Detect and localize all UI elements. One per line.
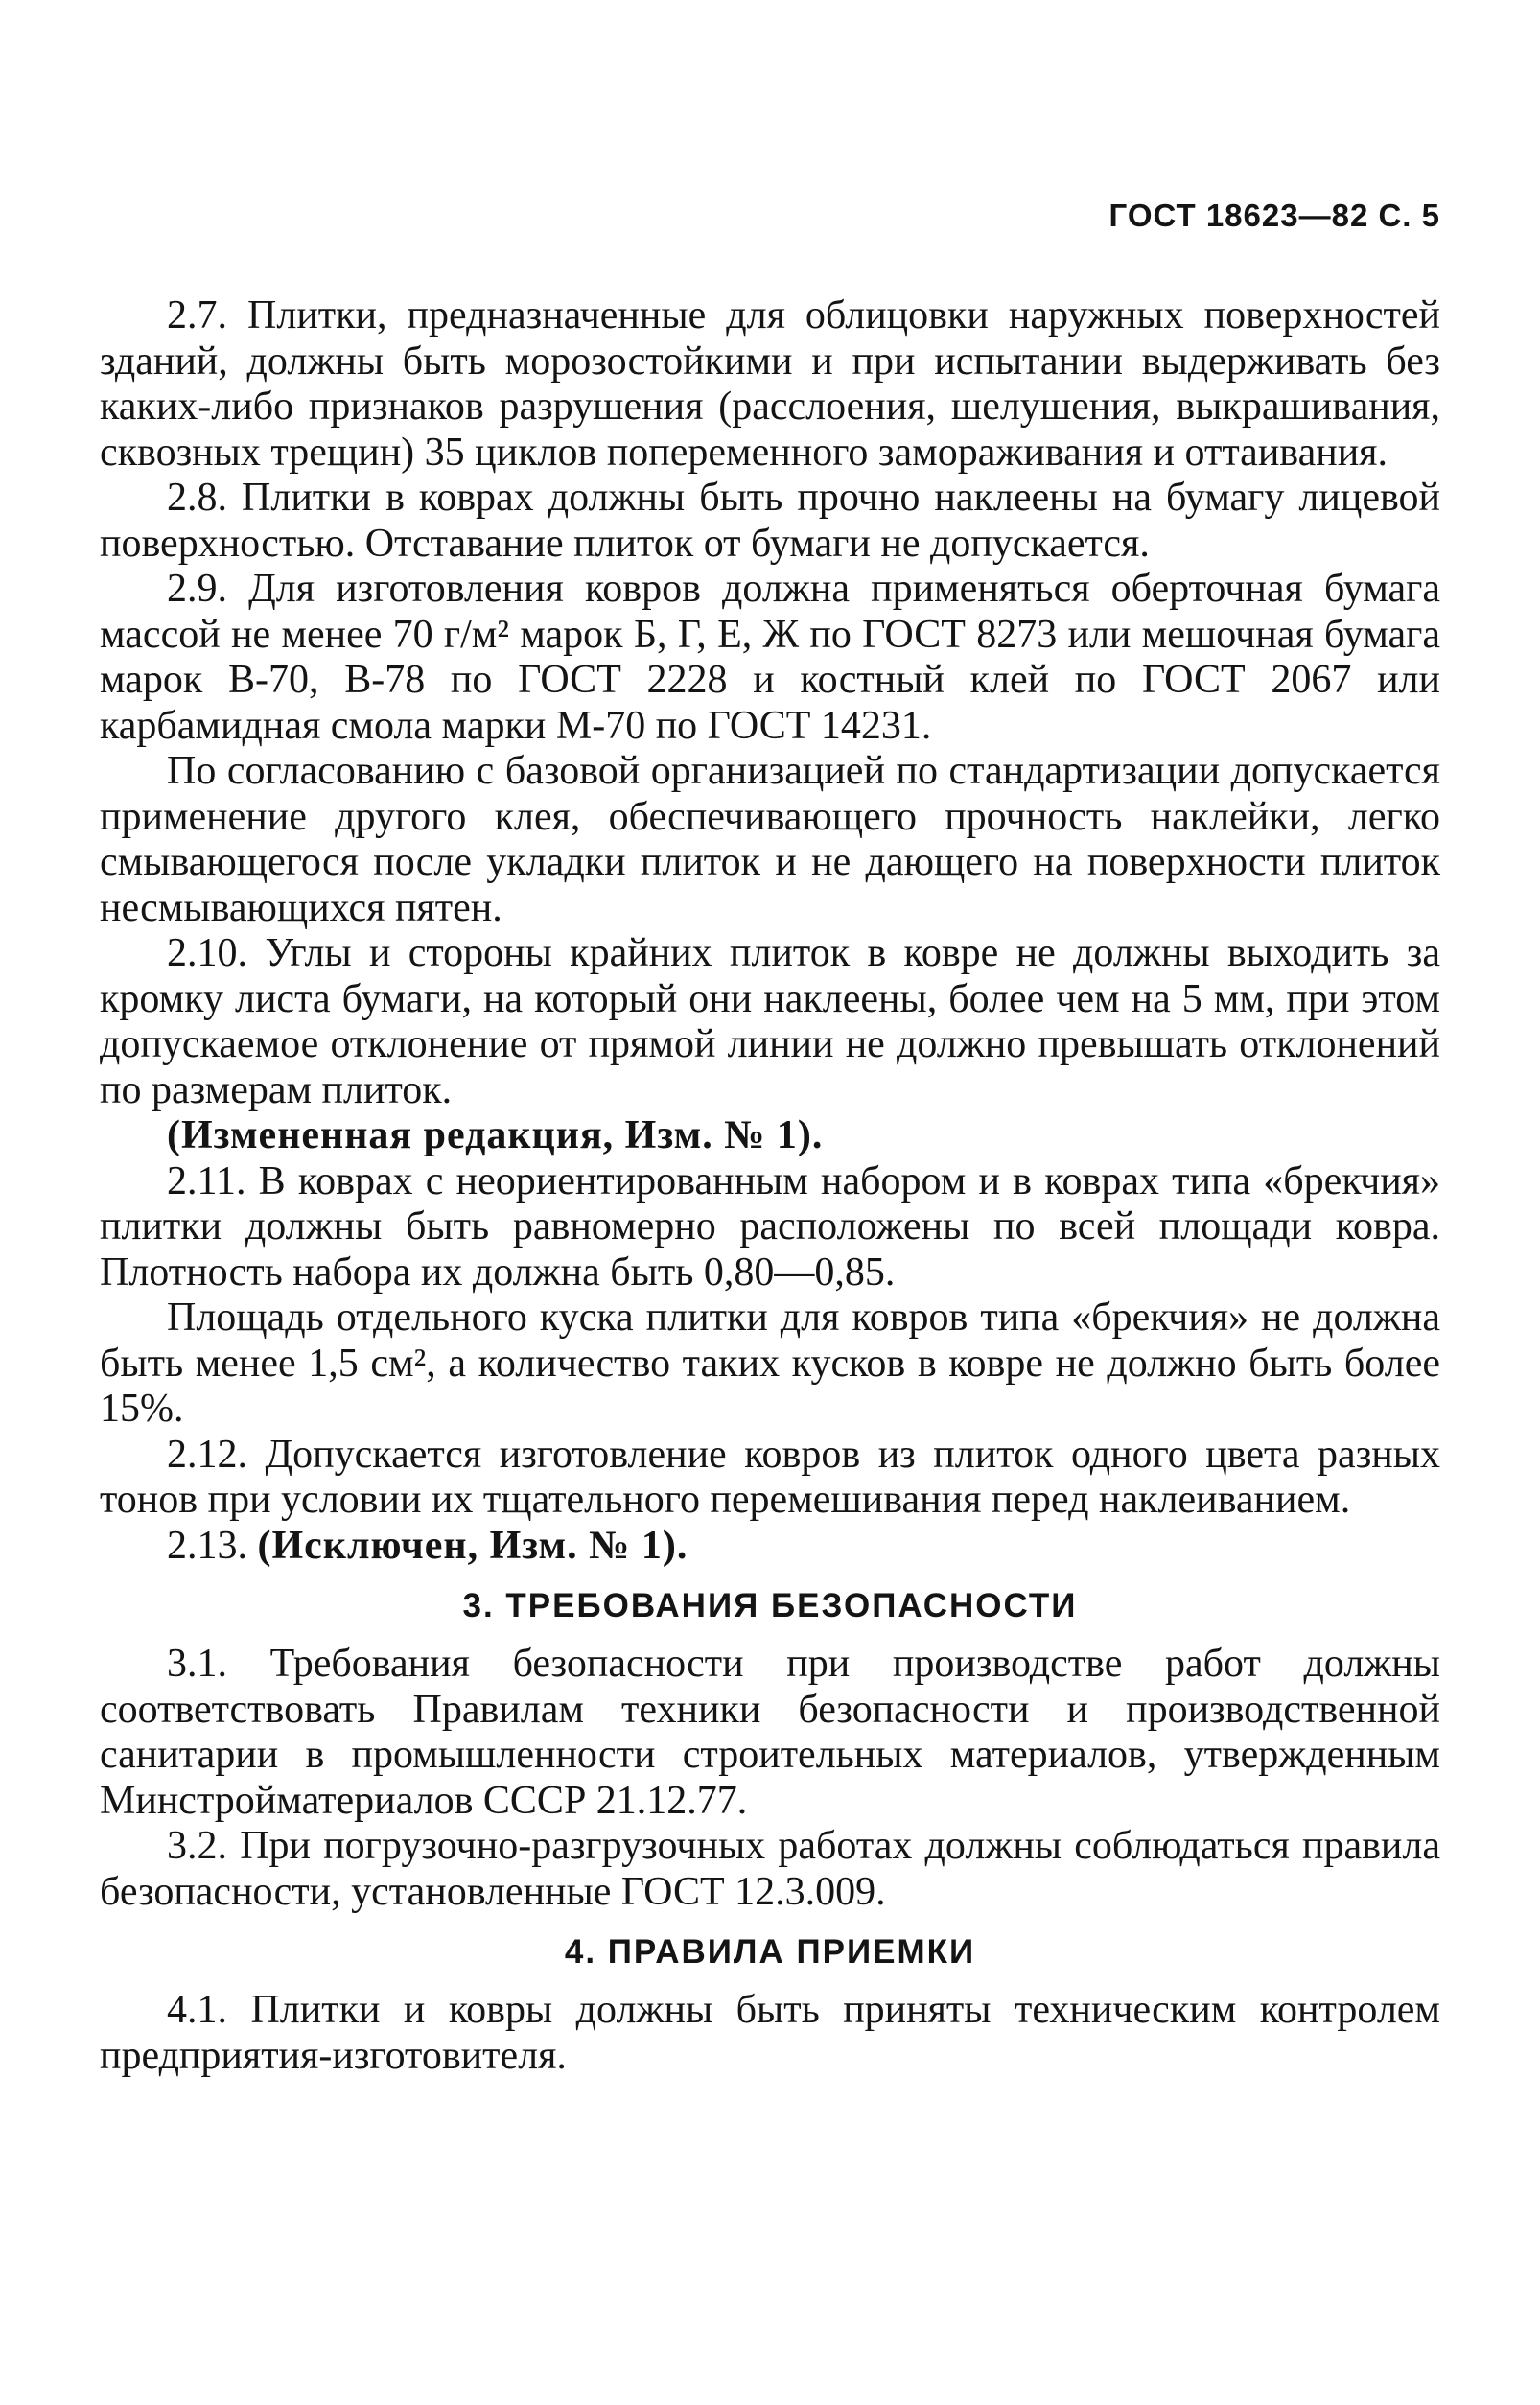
paragraph-2-8: 2.8. Плитки в коврах должны быть прочно наклеены на бумагу лицевой поверхностью. Отставание плиток от бумаги не допускается. <box>100 476 1440 566</box>
paragraph-2-13-excluded-note: (Исключен, Изм. № 1). <box>257 1523 688 1568</box>
paragraph-2-10-amendment-note: (Измененная редакция, Изм. № 1). <box>167 1113 824 1157</box>
section-heading-4: 4. ПРАВИЛА ПРИЕМКИ <box>564 1933 976 1971</box>
paragraph-2-13-number: 2.13. <box>167 1523 247 1568</box>
page-header: ГОСТ 18623—82 С. 5 <box>1108 198 1440 233</box>
paragraph-2-12: 2.12. Допускается изготовление ковров из плиток одного цвета разных тонов при условии их тщательного перемешивания перед наклеиванием. <box>100 1432 1440 1522</box>
paragraph-4-1: 4.1. Плитки и ковры должны быть приняты техническим контролем предприятия-изготовителя. <box>100 1988 1440 2078</box>
paragraph-3-2: 3.2. При погрузочно-разгрузочных работах должны соблюдаться правила безопасности, установленные ГОСТ 12.3.009. <box>100 1824 1440 1914</box>
paragraph-2-9-agreement: По согласованию с базовой организацией по стандартизации допускается применение другого клея, обеспечивающего прочность наклейки, легко смывающегося после укладки плиток и не дающего на поверхности плиток несмывающихся пятен. <box>100 749 1440 930</box>
paragraph-2-13 <box>100 1524 1440 1570</box>
paragraph-2-9: 2.9. Для изготовления ковров должна применяться оберточная бумага массой не менее 70 г/м² марок Б, Г, Е, Ж по ГОСТ 8273 или мешочная бумага марок В-70, В-78 по ГОСТ 2228 и костный клей по ГОСТ 2067 или карбамидная смола марки М-70 по ГОСТ 14231. <box>100 567 1440 748</box>
paragraph-2-10: 2.10. Углы и стороны крайних плиток в ковре не должны выходить за кромку листа бумаги, на который они наклеены, более чем на 5 мм, при этом допускаемое отклонение от прямой линии не должно превышать отклонений по размерам плиток. <box>100 931 1440 1112</box>
document-body <box>100 293 1440 2079</box>
paragraph-2-11-area: Площадь отдельного куска плитки для ковров типа «брекчия» не должна быть менее 1,5 см², а количество таких кусков в ковре не должно быть более 15%. <box>100 1296 1440 1431</box>
paragraph-3-1: 3.1. Требования безопасности при производстве работ должны соответствовать Правилам техники безопасности и производственной санитарии в промышленности строительных материалов, утвержденным Минстройматериалов СССР 21.12.77. <box>100 1642 1440 1823</box>
paragraph-2-7: 2.7. Плитки, предназначенные для облицовки наружных поверхностей зданий, должны быть морозостойкими и при испытании выдерживать без каких-либо признаков разрушения (расслоения, шелушения, выкрашивания, сквозных трещин) 35 циклов попеременного замораживания и оттаивания. <box>100 293 1440 475</box>
section-heading-3: 3. ТРЕБОВАНИЯ БЕЗОПАСНОСТИ <box>462 1587 1078 1624</box>
paragraph-2-11: 2.11. В коврах с неориентированным набором и в коврах типа «брекчия» плитки должны быть равномерно расположены по всей площади ковра. Плотность набора их должна быть 0,80—0,85. <box>100 1158 1440 1295</box>
